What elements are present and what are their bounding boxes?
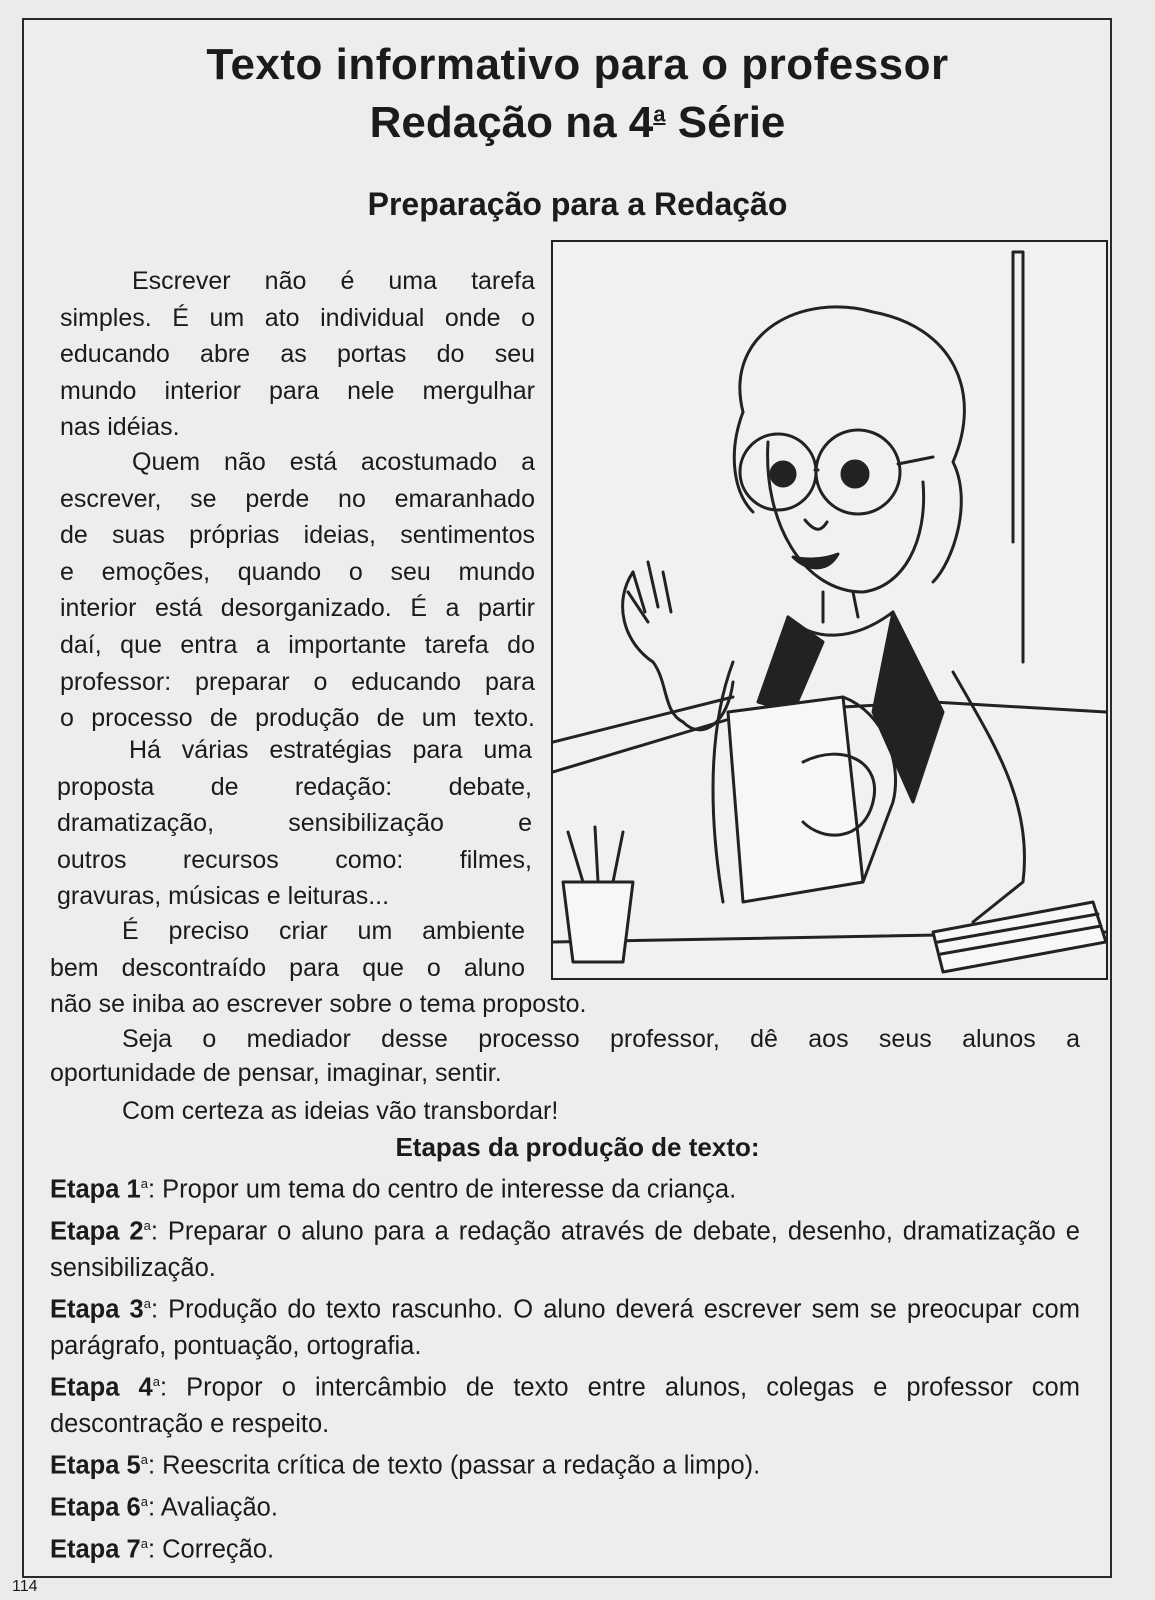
text-line: educando abre as portas do seu (60, 340, 535, 369)
page-subtitle: Redação na 4$^a$ Série (369, 98, 786, 147)
list-item: Etapa 5$^a$: Reescrita crítica de texto (passar a redação a limpo). (50, 1451, 761, 1480)
text-line: Quem não está acostumado a (132, 448, 535, 476)
paragraph-habits (60, 444, 535, 737)
text-line: bem descontraído para que o aluno (50, 953, 525, 982)
text-line: professor: preparar o educando para (60, 667, 535, 696)
text-line: É preciso criar um ambiente (122, 917, 525, 945)
text-line: dramatização, sensibilização e (57, 809, 532, 838)
text-line: e emoções, quando o seu mundo (60, 557, 535, 586)
page-number: 114 (12, 1578, 38, 1595)
paragraph-intro (60, 263, 535, 446)
text-line: oportunidade de pensar, imaginar, sentir. (50, 1059, 502, 1087)
list-item: Etapa 6$^a$: Avaliação. (50, 1493, 278, 1522)
text-line: mundo interior para nele mergulhar (60, 376, 535, 405)
steps-title: Etapas da produção de texto: (395, 1132, 760, 1162)
text-line: simples. É um ato individual onde o (60, 303, 535, 332)
text-line: Com certeza as ideias vão transbordar! (122, 1097, 559, 1125)
text-line: de suas próprias ideias, sentimentos (60, 521, 535, 550)
text-line: Seja o mediador desse processo professor, dê aos seus alunos a (122, 1025, 1080, 1053)
paragraph-strategies (57, 732, 532, 915)
teacher-illustration (551, 240, 1108, 980)
list-item: Etapa 3$^a$: Produção do texto rascunho. O aluno deverá escrever sem se preocupar com parágrafo, pontuação, ortografia. (50, 1295, 1080, 1360)
paragraph-environment (50, 913, 587, 1023)
text-line: o processo de produção de um texto. (60, 704, 535, 733)
teacher-drawing (553, 242, 1106, 978)
section-title: Preparação para a Redação (367, 186, 788, 222)
page-title: Texto informativo para o professor (206, 40, 949, 89)
list-item: Etapa 2$^a$: Preparar o aluno para a redação através de debate, desenho, dramatização e sensibilização. (50, 1217, 1080, 1282)
list-item: Etapa 4$^a$: Propor o intercâmbio de texto entre alunos, colegas e professor com descontração e respeito. (50, 1373, 1080, 1438)
text-line: Escrever não é uma tarefa (132, 267, 535, 295)
steps-list (50, 1166, 1080, 1567)
text-line: outros recursos como: filmes, (57, 845, 532, 874)
text-line: Há várias estratégias para uma (129, 736, 532, 764)
list-item: Etapa 1$^a$: Propor um tema do centro de interesse da criança. (50, 1175, 737, 1204)
text-line: escrever, se perde no emaranhado (60, 484, 535, 513)
text-line: proposta de redação: debate, (57, 772, 532, 801)
text-line: gravuras, músicas e leituras... (57, 882, 390, 911)
text-line: interior está desorganizado. É a partir (60, 594, 535, 623)
text-line: daí, que entra a importante tarefa do (60, 630, 535, 659)
text-line: não se iniba ao escrever sobre o tema proposto. (50, 990, 587, 1019)
list-item: Etapa 7$^a$: Correção. (50, 1535, 275, 1564)
text-line: nas idéias. (60, 413, 180, 442)
